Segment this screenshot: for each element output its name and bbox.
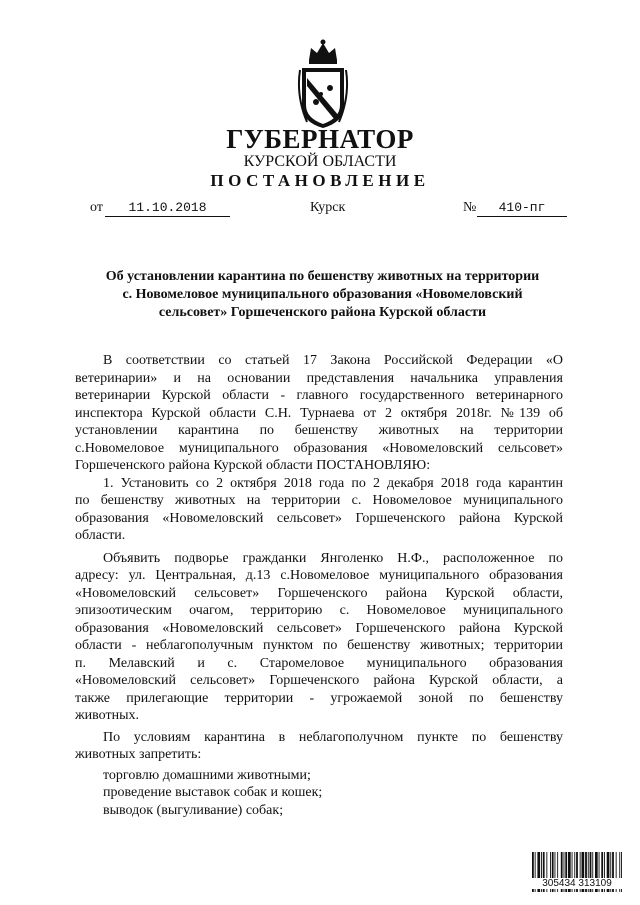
body-line: ветеринарии» и на основании представления начальника управления xyxy=(75,370,563,386)
document-type: ПОСТАНОВЛЕНИЕ xyxy=(210,171,430,190)
body-paragraph xyxy=(75,729,563,764)
document-body xyxy=(75,352,563,819)
body-line: 1. Установить со 2 октября 2018 года по 2 декабря 2018 года карантин xyxy=(103,475,563,491)
document-subject xyxy=(70,268,575,322)
body-line: «Новомеловский сельсовет» Горшеченского района Курской области, xyxy=(75,585,563,601)
body-line: образования «Новомеловский сельсовет» Горшеченского района Курской xyxy=(75,620,563,636)
subject-line: сельсовет» Горшеченского района Курской области xyxy=(158,305,487,320)
body-line: установлении карантина по бешенству животных на территории xyxy=(75,423,563,438)
body-paragraph xyxy=(75,550,563,725)
body-line: с.Новомеловое муниципального образования «Новомеловский сельсовет» xyxy=(75,440,563,456)
body-paragraph xyxy=(75,352,563,475)
body-line: Объявить подворье гражданки Янголенко Н.Ф., расположенное по xyxy=(103,550,563,566)
document-date: 11.10.2018 xyxy=(105,199,230,217)
subject-line: Об установлении карантина по бешенству животных на территории xyxy=(105,269,540,284)
barcode-digits: 305434 313109 xyxy=(531,878,623,889)
region-name: КУРСКОЙ ОБЛАСТИ xyxy=(243,153,397,170)
body-line: адресу: ул. Центральная, д.13 с.Новомеловое муниципального образования xyxy=(75,568,563,583)
body-line: по бешенству животных на территории с. Новомеловое муниципального xyxy=(75,493,563,508)
body-line: животных. xyxy=(75,708,140,723)
governor-title: ГУБЕРНАТОР xyxy=(226,124,414,154)
body-line: Горшеченского района Курской области ПОСТАНОВЛЯЮ: xyxy=(75,458,431,473)
body-line: также прилегающие территории - угрожаемой зоной по бешенству xyxy=(75,690,563,706)
body-line: ветеринарии Курской области - главного государственного ветеринарного xyxy=(75,388,563,403)
list-item: торговлю домашними животными; xyxy=(103,767,311,783)
prohibition-list xyxy=(75,767,563,820)
body-line: «Новомеловский сельсовет» Горшеченского района Курской области, а xyxy=(75,673,563,688)
body-line: инспектора Курской области С.Н. Турнаева от 2 октября 2018г. №139 об xyxy=(75,405,563,421)
list-item: проведение выставок собак и кошек; xyxy=(103,785,323,800)
body-line: По условиям карантина в неблагополучном пункте по бешенству xyxy=(103,729,563,745)
subject-line: с. Новомеловое муниципального образования «Новомеловский xyxy=(122,287,523,302)
city-name: Курск xyxy=(310,200,346,215)
date-prefix: от xyxy=(90,200,103,215)
number-prefix: № xyxy=(463,200,477,215)
body-line: образования «Новомеловский сельсовет» Горшеченского района Курской xyxy=(75,510,563,526)
body-line: эпизоотическим очагом, территорию с. Новомеловое муниципального xyxy=(75,603,563,618)
coat-of-arms-emblem xyxy=(297,38,349,130)
list-item: выводок (выгуливание) собак; xyxy=(103,802,284,818)
document-number: 410-пг xyxy=(477,199,567,217)
body-line: животных запретить: xyxy=(75,747,202,762)
body-line: области. xyxy=(75,528,126,543)
body-line: области - неблагополучным пунктом по бешенству животных; территории xyxy=(75,638,563,653)
body-line: В соответствии со статьей 17 Закона Российской Федерации «О xyxy=(103,353,563,368)
body-paragraph xyxy=(75,475,563,545)
body-line: п. Мелавский и с. Старомеловое муниципального образования xyxy=(75,655,563,671)
